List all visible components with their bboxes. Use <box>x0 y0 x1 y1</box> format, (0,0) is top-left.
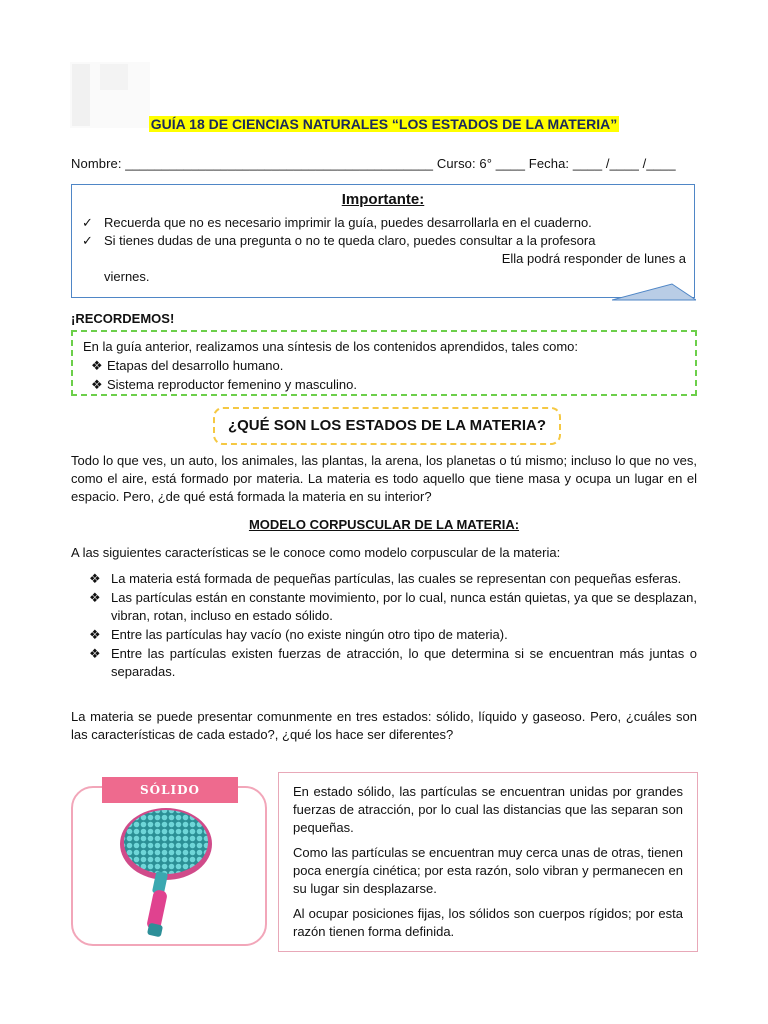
list-item: ❖ Sistema reproductor femenino y masculino. <box>91 377 358 392</box>
recordemos-box <box>71 330 697 396</box>
recordemos-heading: ¡RECORDEMOS! <box>71 311 175 326</box>
magnifier-illustration-icon <box>112 800 224 940</box>
important-box <box>71 184 695 298</box>
list-item: ✓ Si tienes dudas de una pregunta o no te queda claro, puedes consultar a la profesora <box>82 233 596 248</box>
diamond-bullet-icon: ❖ <box>89 590 101 605</box>
list-item: ❖ La materia está formada de pequeñas partículas, las cuales se representan con pequeñas esferas. <box>89 571 682 586</box>
diamond-bullet-icon: ❖ <box>89 627 101 642</box>
list-item: ❖ Etapas del desarrollo humano. <box>91 358 284 373</box>
list-item: ❖ Entre las partículas existen fuerzas de atracción, lo que determina si se encuentran más juntas o separadas. <box>89 646 697 679</box>
model-intro: A las siguientes características se le conoce como modelo corpuscular de la materia: <box>71 545 561 560</box>
question-heading: ¿QUÉ SON LOS ESTADOS DE LA MATERIA? <box>213 407 561 445</box>
important-heading: Importante: <box>341 191 425 208</box>
page-curl-decoration <box>612 282 696 302</box>
list-item: ❖ Las partículas están en constante movimiento, por lo cual, nunca están quietas, ya que se desplazan, vibran, rotan, incluso en estado sólido. <box>89 590 697 623</box>
solid-paragraph: En estado sólido, las partículas se encuentran unidas por grandes fuerzas de atracción, por lo cual las distancias que las separan son pequeñas. <box>293 784 683 835</box>
solid-paragraph: Como las partículas se encuentran muy cerca unas de otras, tienen poca energía cinética; por esta razón, solo vibran y permanecen en su lugar sin desplazarse. <box>293 845 683 896</box>
recordemos-intro: En la guía anterior, realizamos una síntesis de los contenidos aprendidos, tales como: <box>83 339 579 354</box>
list-item: ❖ Entre las partículas hay vacío (no existe ningún otro tipo de materia). <box>89 627 508 642</box>
important-line-3: Ella podrá responder de lunes a <box>501 251 686 266</box>
diamond-bullet-icon: ❖ <box>89 646 101 661</box>
states-paragraph: La materia se puede presentar comunmente en tres estados: sólido, líquido y gaseoso. Pero, ¿cuáles son las características de cada estado?, ¿qué los hace ser diferentes? <box>71 709 697 742</box>
solid-label: SÓLIDO <box>102 777 238 803</box>
diamond-bullet-icon: ❖ <box>89 571 101 586</box>
student-form-line: Nombre: __________________________________________ Curso: 6° ____ Fecha: ____ /____ /____ <box>71 156 676 171</box>
list-item: ✓ Recuerda que no es necesario imprimir la guía, puedes desarrollarla en el cuaderno. <box>82 215 592 230</box>
solid-paragraph: Al ocupar posiciones fijas, los sólidos son cuerpos rígidos; por esta razón tienen forma definida. <box>293 906 683 939</box>
important-line-4: viernes. <box>104 269 150 284</box>
page-title: GUÍA 18 DE CIENCIAS NATURALES “LOS ESTADOS DE LA MATERIA” <box>150 116 618 132</box>
solid-description-box <box>278 772 698 952</box>
diamond-bullet-icon: ❖ <box>91 377 103 392</box>
intro-paragraph: Todo lo que ves, un auto, los animales, las plantas, la arena, los planetas o tú mismo; incluso lo que no ves, como el aire, está formado por materia. La materia es todo aquello que tiene masa y ocupa un lugar en el espacio. Pero, ¿de qué está formada la materia en su interior? <box>71 453 697 504</box>
check-icon: ✓ <box>82 233 93 248</box>
model-list <box>89 570 697 682</box>
check-icon: ✓ <box>82 215 93 230</box>
important-list <box>72 214 694 250</box>
model-title: MODELO CORPUSCULAR DE LA MATERIA: <box>248 517 520 532</box>
diamond-bullet-icon: ❖ <box>91 358 103 373</box>
